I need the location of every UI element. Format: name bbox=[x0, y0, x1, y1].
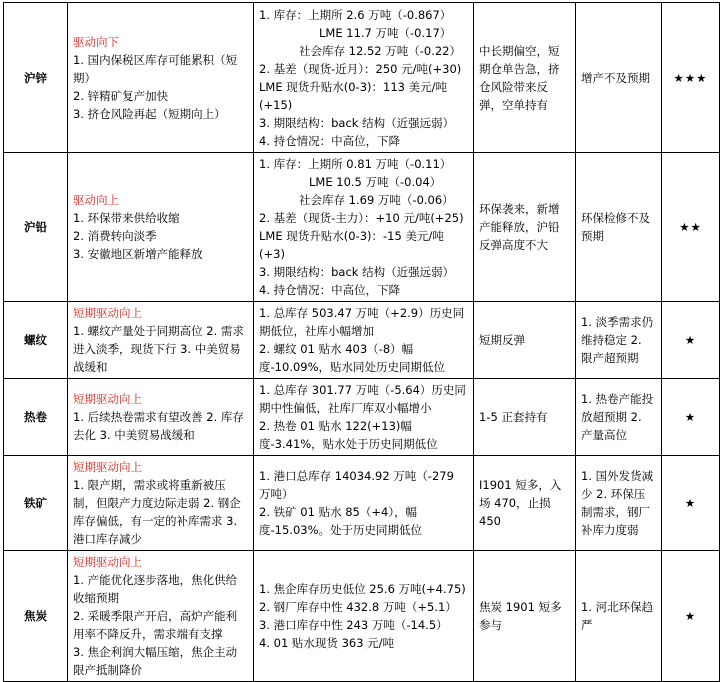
risk-cell: 1. 河北环保趋严 bbox=[576, 551, 662, 682]
table-row bbox=[4, 3, 720, 153]
strategy-cell: 焦炭 1901 短多参与 bbox=[474, 551, 576, 682]
strategy-cell: 短期反弹 bbox=[474, 302, 576, 379]
commodity-table bbox=[3, 2, 720, 682]
rating-stars: ★ bbox=[662, 551, 720, 682]
strategy-cell: I1901 短多，入场 470，止损 450 bbox=[474, 456, 576, 551]
data-cell: 1. 库存：上期所 0.81 万吨（-0.11） LME 10.5 万吨（-0.04） 社会库存 1.69 万吨（-0.06） 2. 基差（现货-主力）：+10 元/吨(+25) LME 现货升贴水(0-3)：-15 美元/吨(+3) 3. 期限结构：back 结构（近强远弱） 4. 持仓情况：中高位，下降 bbox=[254, 153, 474, 302]
commodity-name: 铁矿 bbox=[4, 456, 68, 551]
data-cell: 1. 港口总库存 14034.92 万吨（-279 万吨） 2. 铁矿 01 贴水 85（+4），幅度-15.03%。处于历史同期低位 bbox=[254, 456, 474, 551]
rating-stars: ★ bbox=[662, 302, 720, 379]
data-cell: 1. 总库存 301.77 万吨（-5.64）历史同期中性偏低，社库厂库双小幅增小 2. 热卷 01 贴水 122(+13)幅度-3.41%，贴水处于历史同期低位 bbox=[254, 379, 474, 456]
driver-title: 驱动向上 bbox=[73, 193, 119, 207]
driver-title: 短期驱动向上 bbox=[73, 555, 142, 569]
data-cell: 1. 总库存 503.47 万吨（+2.9）历史同期低位，社库小幅增加 2. 螺纹 01 贴水 403（-8）幅度-10.09%，贴水同处历史同期低位 bbox=[254, 302, 474, 379]
strategy-cell: 环保袭来，新增产能释放，沪铅反弹高度不大 bbox=[474, 153, 576, 302]
driver-cell: 驱动向上 1. 环保带来供给收缩 2. 消费转向淡季 3. 安徽地区新增产能释放 bbox=[68, 153, 254, 302]
risk-cell: 1. 热卷产能投放超预期 2. 产量高位 bbox=[576, 379, 662, 456]
rating-stars: ★★★ bbox=[662, 3, 720, 153]
commodity-name: 沪锌 bbox=[4, 3, 68, 153]
table-row bbox=[4, 456, 720, 551]
rating-stars: ★ bbox=[662, 456, 720, 551]
driver-cell: 短期驱动向上 1. 产能优化逐步落地，焦化供给收缩预期 2. 采暖季限产开启，高炉产能利用率不降反升，需求端有支撑 3. 焦企利润大幅压缩，焦企主动限产抵制降价 bbox=[68, 551, 254, 682]
risk-cell: 1. 淡季需求仍维持稳定 2. 限产超预期 bbox=[576, 302, 662, 379]
driver-title: 短期驱动向上 bbox=[73, 392, 142, 406]
commodity-name: 沪铅 bbox=[4, 153, 68, 302]
commodity-name: 热卷 bbox=[4, 379, 68, 456]
commodity-name: 螺纹 bbox=[4, 302, 68, 379]
strategy-cell: 1-5 正套持有 bbox=[474, 379, 576, 456]
driver-cell: 驱动向下 1. 国内保税区库存可能累积（短期） 2. 锌精矿复产加快 3. 挤仓风险再起（短期向上） bbox=[68, 3, 254, 153]
data-cell: 1. 焦企库存历史低位 25.6 万吨(+4.75) 2. 钢厂库存中性 432.8 万吨（+5.1） 3. 港口库存中性 243 万吨（-14.5） 4. 01 贴水现货 363 元/吨 bbox=[254, 551, 474, 682]
rating-stars: ★ bbox=[662, 379, 720, 456]
table-row bbox=[4, 302, 720, 379]
data-cell: 1. 库存：上期所 2.6 万吨（-0.867） LME 11.7 万吨（-0.17） 社会库存 12.52 万吨（-0.22） 2. 基差（现货-近月）：250 元/吨(+30) LME 现货升贴水(0-3)：113 美元/吨(+15) 3. 期限结构：back 结构（近强远弱） 4. 持仓情况：中高位，下降 bbox=[254, 3, 474, 153]
driver-title: 短期驱动向上 bbox=[73, 306, 142, 320]
driver-cell: 短期驱动向上 1. 后续热卷需求有望改善 2. 库存去化 3. 中美贸易战缓和 bbox=[68, 379, 254, 456]
commodity-name: 焦炭 bbox=[4, 551, 68, 682]
risk-cell: 环保检修不及预期 bbox=[576, 153, 662, 302]
risk-cell: 1. 国外发货减少 2. 环保压制需求，钢厂补库力度弱 bbox=[576, 456, 662, 551]
table-row bbox=[4, 379, 720, 456]
strategy-cell: 中长期偏空，短期仓单告急，挤仓风险带来反弹，空单持有 bbox=[474, 3, 576, 153]
driver-title: 驱动向下 bbox=[73, 34, 119, 49]
table-row bbox=[4, 153, 720, 302]
driver-cell: 短期驱动向上 1. 限产期，需求或将重新被压制，但限产力度边际走弱 2. 钢企库存偏低，有一定的补库需求 3. 港口库存减少 bbox=[68, 456, 254, 551]
driver-title: 短期驱动向上 bbox=[73, 460, 142, 474]
risk-cell: 增产不及预期 bbox=[576, 3, 662, 153]
rating-stars: ★★ bbox=[662, 153, 720, 302]
driver-cell: 短期驱动向上 1. 螺纹产量处于同期高位 2. 需求进入淡季，现货下行 3. 中美贸易战缓和 bbox=[68, 302, 254, 379]
